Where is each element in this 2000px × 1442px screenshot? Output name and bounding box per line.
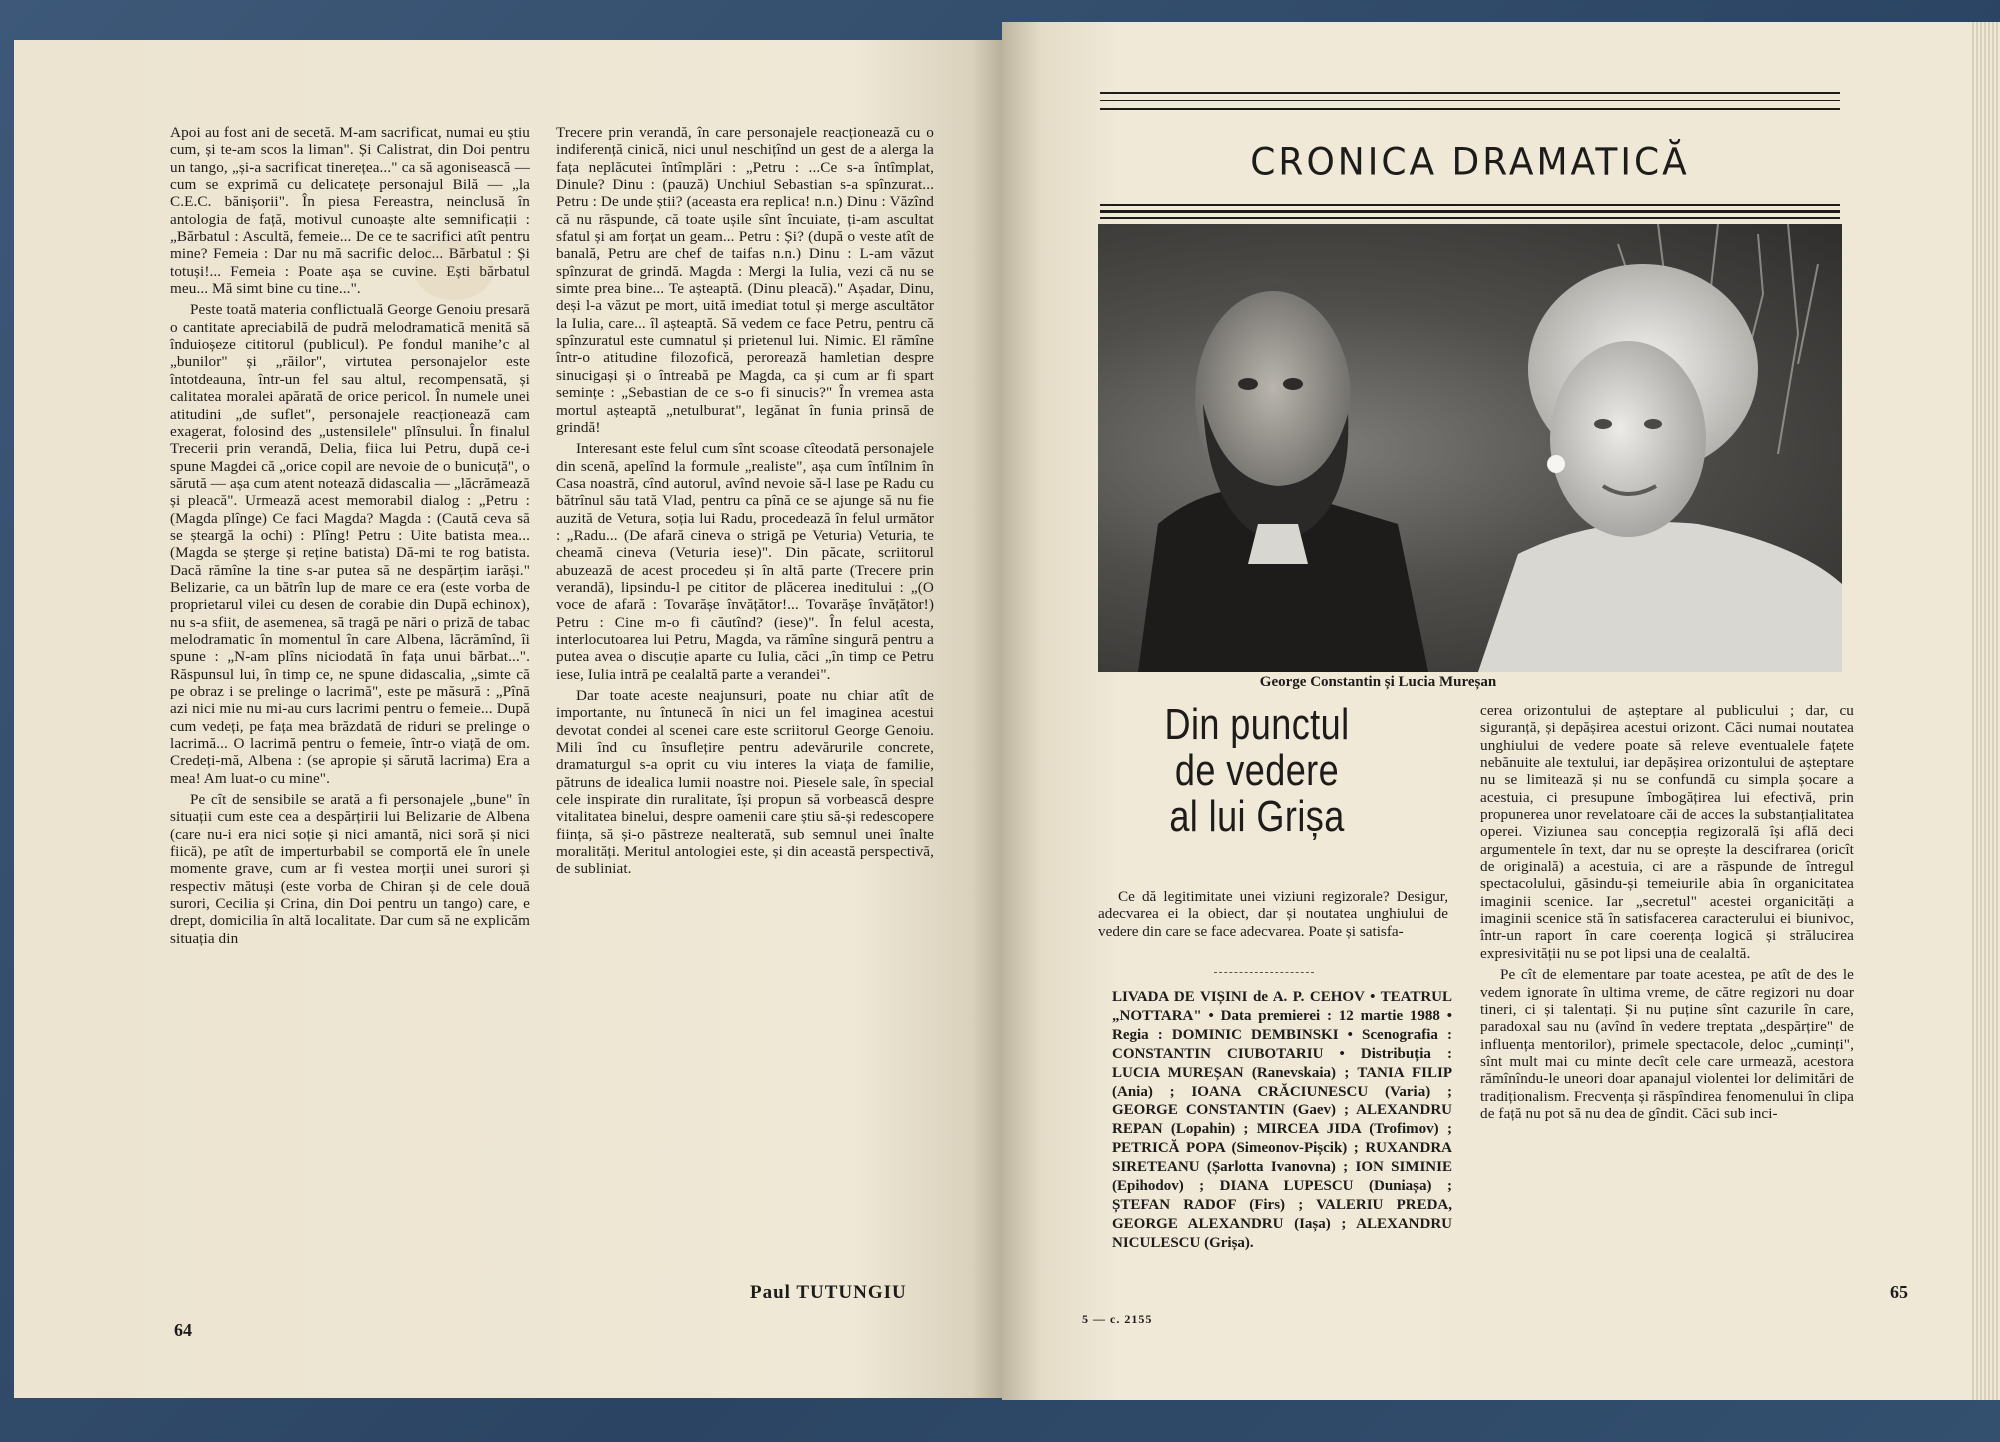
section-header bbox=[1100, 124, 1840, 200]
page-number-left: 64 bbox=[174, 1320, 192, 1340]
left-page bbox=[14, 40, 1002, 1398]
lead-text: Ce dă legitimitate unei viziuni regizorale? Desigur, adecvarea ei la obiect, dar și noutatea unghiului de vedere din care se face adecvarea. Poate și satisfa- bbox=[1098, 888, 1448, 940]
article-title bbox=[1163, 702, 1352, 840]
section-title: CRONICA DRAMATICĂ bbox=[1250, 140, 1690, 184]
print-signature-mark: 5 — c. 2155 bbox=[1082, 1312, 1153, 1326]
author-signature: Paul TUTUNGIU bbox=[750, 1282, 907, 1303]
lead-paragraph bbox=[1098, 888, 1448, 940]
production-photo bbox=[1098, 224, 1842, 672]
title-line: al lui Grișa bbox=[1169, 792, 1345, 841]
paragraph: Pe cît de sensibile se arată a fi personajele „bune" în situații cum este cea a despărțirii lui Belizarie de Albena (care nu-i era nici soție și nici amantă, nici soră și nici fiică), pe atît de imperturbabil se comportă ele în unele momente grave, cum ar fi vestea morții unei surori și respectiv mătuși (este vorba de Chiran și de cele două surori, Cecilia și Crina, din Doi pentru un tango) care, e drept, domicilia în altă localitate. Dar cum să ne explicăm situația din bbox=[170, 791, 530, 947]
right-page bbox=[1002, 22, 1972, 1400]
paragraph: Apoi au fost ani de secetă. M-am sacrificat, numai eu știu cum, și te-am scos la liman". Și Calistrat, din Doi pentru un tango, „și-a sacrificat tinerețea..." ca să agonisească — cum se exprimă cu delicatețe personajul Bilă — „la C.E.C. bănișorii". În piesa Fereastra, neinclusă în antologia de față, motivul cunoaște alte semnificații : „Bărbatul : Ascultă, femeie... De ce te sacrifici atît pentru mine? Femeia : Dar nu mă sacrific deloc... Bărbatul : Și totuși!... Femeia : Poate așa se cuvine. Ești bărbatul meu... Mă simt bine cu tine...". bbox=[170, 124, 530, 298]
title-line: de vedere bbox=[1174, 746, 1340, 795]
paragraph: Trecere prin verandă, în care personajele reacționează cu o indiferență cinică, nici unul neschițînd un gest de a alerga la fața neplăcutei întîmplări : „Petru : ...Ce s-a întîmplat, Dinule? Dinu : (pauză) Unchiul Sebastian s-a spînzurat... Petru : De unde știi? (aceasta era replica! n.n.) Dinu : Văzînd că nu răspunde, că toate ușile sînt încuiate, ți-am ascultat sfatul și am forțat un geam... Petru : Și? (după o veste atît de banală, Petru are chef de taifas n.n.) Dinu : L-am văzut spînzurat de grindă. Magda : Mergi la Iulia, vezi că nu se simte prea bine... Te așteaptă. (Dinu pleacă)." Așadar, Dinu, deși l-a văzut pe mort, uită imediat totul și merge ascultător la Iulia, care... îl așteaptă. Să vedem ce face Petru, pentru că spînzuratul este cumnatul și prietenul lui. Nimic. El rămîne într-o atitudine filozofică, perorează hamletian despre sinucigași și o întreabă pe Magda, ca și cum ar fi spart semințe : „Sebastian de ce s-o fi sinucis?" În vremea asta mortul așteaptă „netulburat", legănat în funia prinsă de grindă! bbox=[556, 124, 934, 436]
paragraph: Dar toate aceste neajunsuri, poate nu chiar atît de importante, nu întunecă în nici un fel imaginea acestui devotat condei al scenei care este scriitorul George Genoiu. Mili înd cu însuflețire pentru adevărurile concrete, dramaturgul s-a oprit cu viu interes la viața de familie, pătruns de idealica lumii noastre noi. Piesele sale, în special cele inspirate din ruralitate, își propun să vorbească despre vitalitatea binelui, despre oamenii care știu să-și redescopere ființa, să și-o păstreze nealterată, sub semnul unei înalte moralități. Meritul antologiei este, și din această perspectivă, de subliniat. bbox=[556, 687, 934, 878]
production-credits: LIVADA DE VIȘINI de A. P. CEHOV • TEATRUL „NOTTARA" • Data premierei : 12 martie 1988 • Regia : DOMINIC DEMBINSKI • Scenografia : CONSTANTIN CIUBOTARIU • Distribuția : LUCIA MUREȘAN (Ranevskaia) ; TANIA FILIP (Ania) ; IOANA CRĂCIUNESCU (Varia) ; GEORGE CONSTANTIN (Gaev) ; ALEXANDRU REPAN (Lopahin) ; MIRCEA JIDA (Trofimov) ; PETRICĂ POPA (Simeonov-Pișcik) ; RUXANDRA SIRETEANU (Șarlotta Ivanovna) ; ION SIMINIE (Epihodov) ; DIANA LUPESCU (Duniașa) ; ȘTEFAN RADOF (Firs) ; VALERIU PREDA, GEORGE ALEXANDRU (Iașa) ; ALEXANDRU NICULESCU (Grișa). bbox=[1112, 989, 1452, 1251]
photo-caption: George Constantin și Lucia Mureșan bbox=[1259, 674, 1497, 690]
photo-illustration bbox=[1098, 224, 1842, 672]
title-line: Din punctul bbox=[1164, 700, 1350, 749]
paragraph: Peste toată materia conflictuală George Genoiu presară o cantitate apreciabilă de pudră melodramatică menită să înduioșeze cititorul (publicul). Pe fondul manihe’c al „bunilor" și „răilor", virtutea personajelor este întotdeauna, într-un fel sau altul, recompensată, și calitatea moralei apărată de orice pericol. În numele unei atitudini „de suflet", personajele reacționează cam exagerat, folosind des „ustensilele" plînsului. În finalul Trecerii prin verandă, Delia, fiica lui Petru, după ce-i spune Magdei că „orice copil are nevoie de o bunicuță", o sărută — așa cum atent notează didascalia — „lăcrămează și pleacă". Urmează acest memorabil dialog : „Petru : (Magda plînge) Ce faci Magda? Magda : (Caută ceva să se șteargă la ochi) : Plîng! Petru : Uite batista mea... (Magda se șterge și reține batista) Dă-mi te rog batista. Dacă rămîne la tine s-ar putea să ne despărțim iarăși." Belizarie, ca un bătrîn lup de mare ce era (este vorba de proprietarul vilei cu desen de corabie din După echinox), nu s-a sfiit, de asemenea, să tragă pe nări o priză de tabac melodramatic în momentul în care Albena, lăcrămînd, îi spune : „N-am plîns niciodată în fața unui bărbat...". Răspunsul lui, în timp ce, ne spune didascalia, „simte că pe obraz i se prelinge o lacrimă", este pe măsură : „Pînă azi nici mie nu mi-au curs lacrimi pentru o femeie... După cum vedeți, pe fața mea brăzdată de riduri se prelinge o lacrimă... O lacrimă pentru o femeie, într-o viață de om. Credeți-mă, Albena : (se apropie și sărută lacrima) Era a mea! Am luat-o cu mine". bbox=[170, 301, 530, 787]
header-rule bbox=[1100, 217, 1840, 219]
page-block-edge bbox=[1972, 22, 2000, 1400]
header-rule bbox=[1100, 210, 1840, 213]
paragraph: Pe cît de elementare par toate acestea, pe atît de des le vedem ignorate în ultima vreme, de către regizori nu doar tineri, ci și talentați. Și nu puține sînt cazurile în care, paradoxal sau nu (avînd în vedere treptata „despărțire" de influența mentorilor), primele spectacole, deloc „cuminți", sînt mult mai cu minte decît cele care urmează, acestora rămînîndu-le uneori doar apanajul violentei lor delimitări de tradiționalism. Frecvența și răspîndirea fenomenului în clipa de față nu pot să nu dea de gîndit. Căci sub inci- bbox=[1480, 966, 1854, 1122]
right-column bbox=[1480, 702, 1854, 1126]
paragraph: cerea orizontului de așteptare al publicului ; dar, cu siguranță, și depășirea acestui orizont. Căci numai noutatea unghiului de vedere poate să releve eventualele fațete nebănuite ale textului, iar depășirea orizontului de așteptare nu se limitează și nu se confundă cu simpla șocare a acestuia, ci presupune îmbogățirea lui efectivă, prin propunerea unor revelatoare căi de acces la substanțialitatea operei. Viziunea sau concepția regizorală își află deci argumentele în text, dar nu se oprește la descifrarea (oricît de originală) a acestuia, ci are a răspunde de întregul spectacolului, găsindu-și temeiurile abia în organicitatea imaginii scenice. Iar „secretul" acestei organicități a imaginii scenice stă în satisfacerea caracterului ei biunivoc, într-un raport în care coerența logică și strălucirea expresivității nu se pot lipsi una de cealaltă. bbox=[1480, 702, 1854, 962]
left-column-2 bbox=[556, 124, 934, 882]
divider bbox=[1214, 972, 1314, 973]
header-rule bbox=[1100, 92, 1840, 94]
paper-stain bbox=[414, 240, 494, 300]
header-rule bbox=[1100, 108, 1840, 110]
paragraph: Interesant este felul cum sînt scoase cîteodată personajele din scenă, apelînd la formule „realiste", așa cum întîlnim în Casa noastră, cînd autorul, avînd nevoie să-l lase pe Radu cu bătrînul său tată Vlad, pentru ca pînă ce se ajunge să nu fie auzită de Vetura, soția lui Radu, procedează în felul următor : „Radu... (De afară cineva o strigă pe Veturia) Veturia, te cheamă cineva (Veturia iese)". Din păcate, scriitorul abuzează de acest procedeu și în altă parte (Trecere prin verandă), lipsindu-l pe cititor de plăcerea ineditului : „(O voce de afară : Tovarășe învățător!... Tovarășe învățător!) Petru : Cine m-o fi căutînd? (iese)". În felul acesta, interlocutoarea lui Petru, Magda, va rămîne singură pentru a putea avea o discuție aparte cu Iulia, căci „în timp ce Petru iese, Iulia intră pe cealaltă parte a verandei". bbox=[556, 440, 934, 683]
header-rule bbox=[1100, 204, 1840, 206]
page-number-right: 65 bbox=[1890, 1282, 1908, 1302]
header-rule bbox=[1100, 100, 1840, 101]
